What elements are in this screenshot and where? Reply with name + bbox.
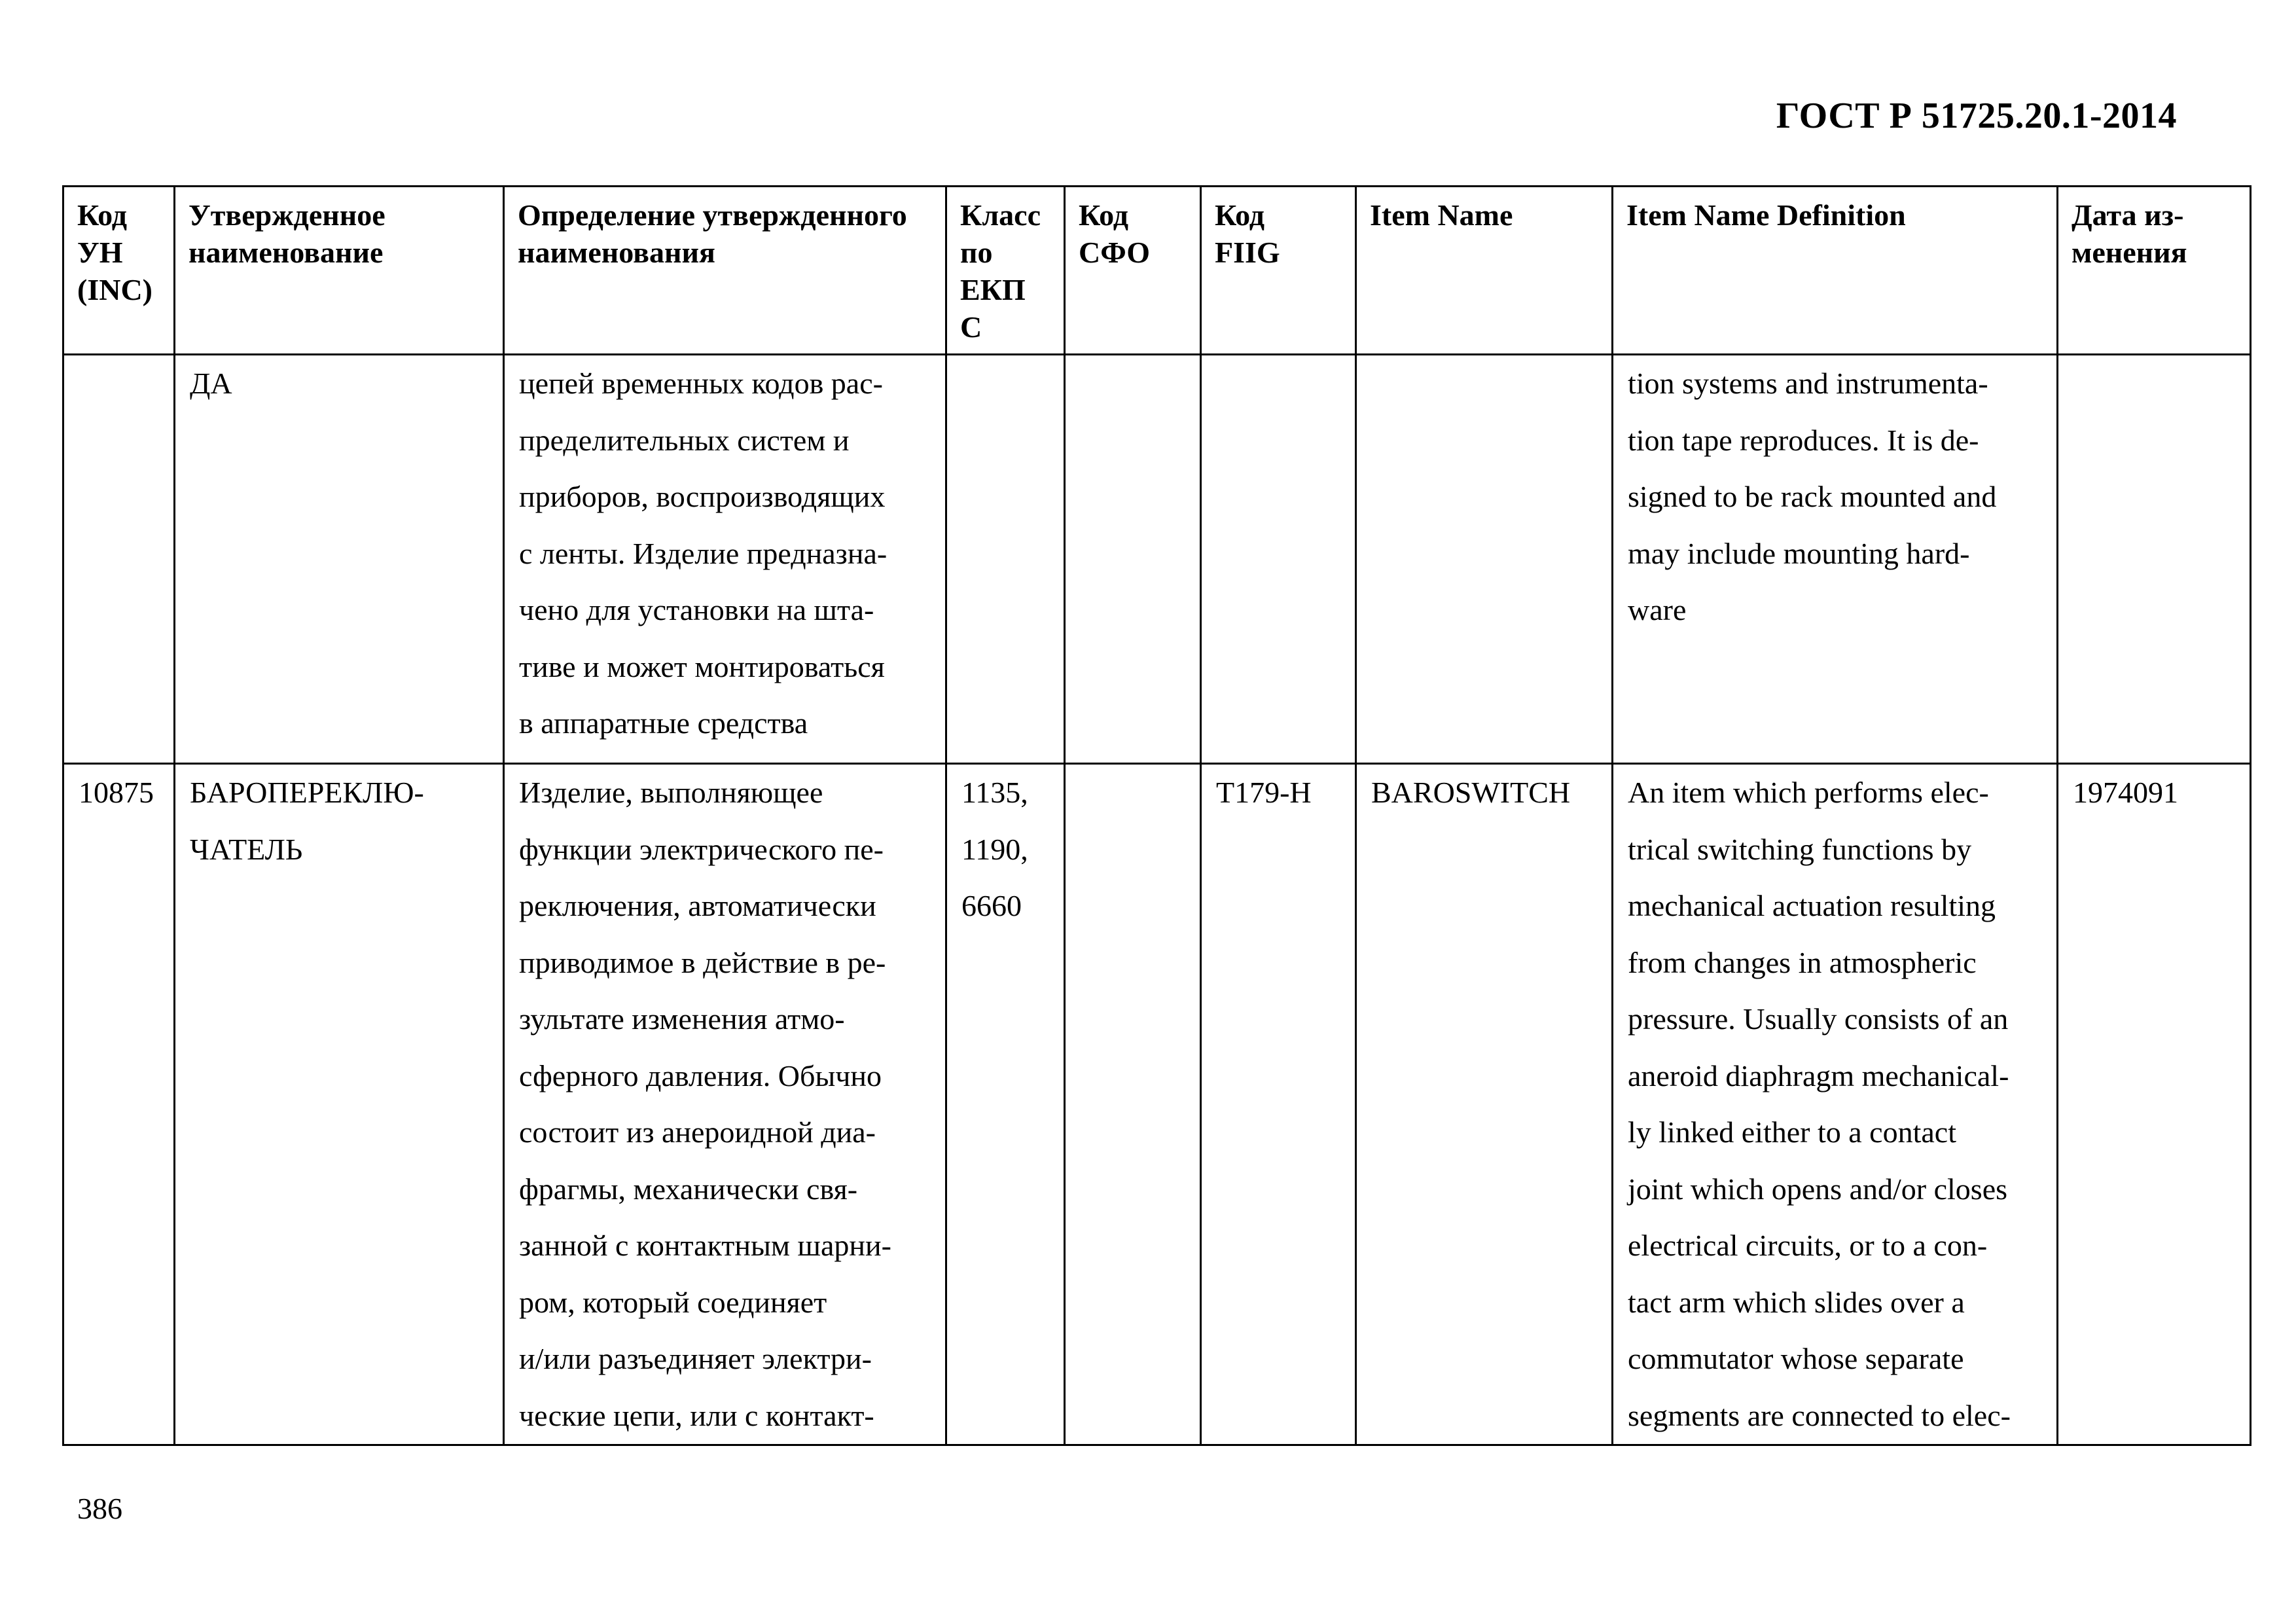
cell-fiig-code: T179-H	[1201, 764, 1356, 1445]
cell-definition: Изделие, выполняющее функции электрического пе- реключения, автоматически приводимое в действие в ре- зультате изменения атмо- сферного давления. Обычно состоит из анероидной диа- фрагмы, механически свя- занной с контактным шарни- ром, который соединяет и/или разъединяет электри- ческие цепи, или с контакт-	[504, 764, 946, 1445]
header-item-name: Item Name	[1356, 187, 1613, 355]
cell-sfo-code	[1065, 355, 1201, 764]
table-row	[63, 355, 2251, 764]
header-fiig-code: Код FIIG	[1201, 187, 1356, 355]
page-number: 386	[77, 1492, 122, 1525]
cell-approved-name: ДА	[175, 355, 504, 764]
nomenclature-table	[62, 185, 2251, 1446]
standard-id-header: ГОСТ Р 51725.20.1-2014	[1776, 96, 2177, 136]
table-body	[63, 355, 2251, 1445]
cell-fiig-code	[1201, 355, 1356, 764]
cell-change-date: 1974091	[2058, 764, 2251, 1445]
cell-item-name	[1356, 355, 1613, 764]
header-change-date: Дата из- менения	[2058, 187, 2251, 355]
cell-sfo-code	[1065, 764, 1201, 1445]
cell-item-definition: tion systems and instrumenta- tion tape reproduces. It is de- signed to be rack mounted and may include mounting hard- ware	[1613, 355, 2058, 764]
cell-change-date	[2058, 355, 2251, 764]
table-row	[63, 764, 2251, 1445]
cell-inc: 10875	[63, 764, 175, 1445]
cell-definition: цепей временных кодов рас- пределительных систем и приборов, воспроизводящих с ленты. Изделие предназна- чено для установки на шта- тиве и может монтироваться в аппаратные средства	[504, 355, 946, 764]
header-ekps-class: Класс по ЕКП С	[946, 187, 1065, 355]
header-inc: Код УН (INC)	[63, 187, 175, 355]
header-definition: Определение утвержденного наименования	[504, 187, 946, 355]
cell-ekps-class	[946, 355, 1065, 764]
header-row	[63, 187, 2251, 355]
header-approved-name: Утвержденное наименование	[175, 187, 504, 355]
cell-item-name: BAROSWITCH	[1356, 764, 1613, 1445]
cell-inc	[63, 355, 175, 764]
cell-approved-name: БАРОПЕРЕКЛЮ- ЧАТЕЛЬ	[175, 764, 504, 1445]
cell-item-definition: An item which performs elec- trical switching functions by mechanical actuation resulting from changes in atmospheric pressure. Usually consists of an aneroid diaphragm mechanical- ly linked either to a contact joint which opens and/or closes electrical circuits, or to a con- tact arm which slides over a commutator whose separate segments are connected to elec-	[1613, 764, 2058, 1445]
cell-ekps-class: 1135, 1190, 6660	[946, 764, 1065, 1445]
header-item-definition: Item Name Definition	[1613, 187, 2058, 355]
header-sfo-code: Код СФО	[1065, 187, 1201, 355]
table-header	[63, 187, 2251, 355]
